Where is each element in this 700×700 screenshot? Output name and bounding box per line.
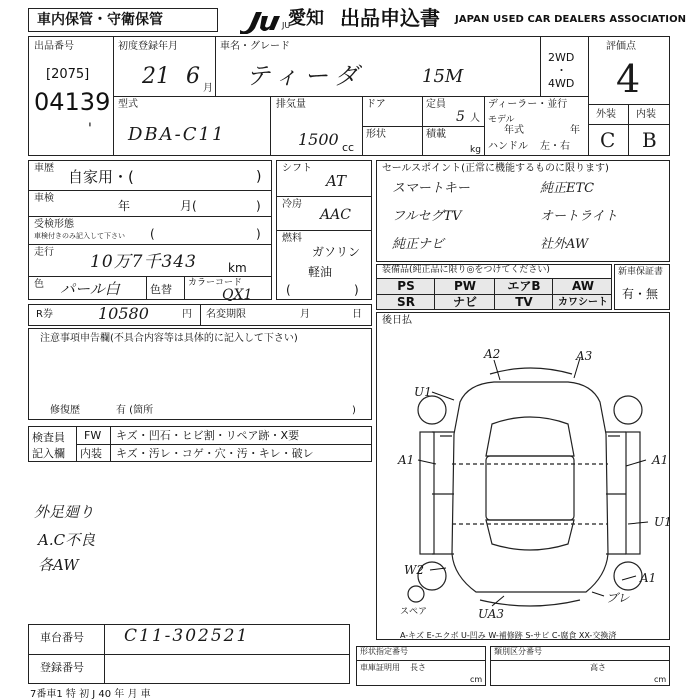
rating-label: 評価点: [606, 41, 636, 52]
rating-score: 4: [616, 57, 641, 101]
inspector-label-2: 記入欄: [32, 447, 65, 460]
mark-w2: W2: [404, 563, 424, 577]
import-year-unit: 年: [570, 125, 580, 136]
shift-label: シフト: [282, 163, 312, 174]
first-reg-suffix: 月: [203, 83, 213, 94]
history-value: 自家用・(: [68, 168, 134, 186]
equip-aw: AW: [572, 279, 594, 293]
handle-label: ハンドル: [488, 141, 528, 152]
form-title: 出品申込書: [340, 6, 440, 30]
sales-point-2: 純正ETC: [540, 181, 595, 196]
equip-airbag: エアB: [507, 279, 541, 293]
first-reg-label: 初度登録年月: [118, 41, 178, 52]
lot-number: 04139: [34, 88, 111, 116]
handwritten-note-3: 各AW: [38, 556, 79, 574]
inspection-year: 年: [118, 199, 131, 213]
color-change-label: 色替: [150, 283, 172, 296]
mileage-value: 10万7千343: [90, 252, 197, 272]
storage-tag-text: 車内保管・守衛保管: [37, 12, 163, 28]
inspection-close: ): [256, 199, 261, 213]
registration-label: 登録番号: [40, 661, 84, 674]
first-reg-month: 6: [186, 64, 200, 89]
mileage-label: 走行: [34, 247, 54, 258]
sales-point-6: 社外AW: [540, 237, 589, 252]
name-change-label: 名変期限: [206, 309, 246, 320]
notes-label: 注意事項申告欄(不具合内容等は具体的に記入して下さい): [40, 333, 298, 344]
ju-logo: [236, 8, 290, 34]
lot-tick: ': [88, 121, 92, 137]
mark-spare: スペア: [400, 607, 428, 617]
org-name: 愛知: [288, 8, 324, 29]
height-unit: cm: [654, 675, 667, 684]
chassis-value: C11-302521: [124, 626, 250, 646]
import-year-label: 年式: [504, 125, 524, 136]
car-name-value: ティーダ: [246, 62, 365, 90]
drive-2wd: 2WD: [548, 51, 575, 64]
handwritten-note-1: 外足廻り: [34, 503, 95, 521]
lot-label: 出品番号: [34, 41, 74, 52]
receive-note: 車検付きのみ記入して下さい: [34, 232, 125, 240]
name-change-month: 月: [300, 309, 310, 320]
repair-value: 有 (箇所: [116, 405, 154, 416]
lot-sub: [2075]: [46, 67, 90, 82]
sales-label: セールスポイント(正常に機能するものに限ります): [382, 163, 609, 174]
import-model-label: モデル: [488, 115, 515, 125]
fw-tag: FW: [84, 429, 102, 442]
displacement-value: 1500: [298, 130, 339, 149]
equip-sr: SR: [397, 295, 415, 309]
equip-tv: TV: [515, 295, 533, 309]
handwritten-note-2: A.C不良: [38, 531, 96, 549]
shape-number-label: 形状指定番号: [360, 647, 408, 656]
aircon-value: AAC: [320, 207, 351, 223]
length-unit: cm: [470, 675, 483, 684]
later-label: 後日払: [382, 315, 412, 326]
door-label: ドア: [366, 99, 386, 110]
drive-dot: ・: [556, 64, 567, 77]
fw-row: キズ・凹石・ヒビ割・リペア跡・X要: [116, 429, 300, 442]
color-code: QX1: [222, 287, 253, 303]
receive-label: 受検形態: [34, 219, 74, 230]
length-label: 長さ: [410, 663, 426, 672]
equip-pw: PW: [453, 279, 477, 293]
storage-tag: [28, 8, 218, 32]
warranty-value: 有・無: [622, 287, 659, 301]
equipment-label: 装備品(純正品に限り◎をつけてください): [382, 265, 550, 275]
association-name: JAPAN USED CAR DEALERS ASSOCIATION: [455, 14, 687, 25]
handle-value: 左・右: [540, 141, 570, 152]
car-damage-diagram: [396, 344, 664, 620]
capacity-unit: 人: [470, 113, 480, 124]
history-label: 車歴: [34, 163, 54, 174]
mark-a1-left: A1: [398, 453, 415, 467]
capacity-label: 定員: [426, 99, 446, 110]
repair-close: ): [352, 405, 356, 416]
class-number-label: 類別区分番号: [494, 647, 542, 656]
import-label: ディーラー・並行: [488, 99, 568, 110]
fuel-open: (: [286, 283, 291, 297]
garage-cert-label: 車庫証明用: [360, 663, 400, 672]
damage-legend: A-キズ E-エクボ U-凹み W-補修跡 S-サビ C-腐食 XX-交換済: [400, 631, 617, 640]
color-value: パール白: [60, 280, 120, 298]
color-label: 色: [34, 279, 44, 290]
recycle-value: 10580: [98, 304, 149, 323]
aircon-label: 冷房: [282, 199, 302, 210]
first-reg-year: 21: [142, 64, 170, 89]
load-label: 積載: [426, 129, 446, 140]
mark-a1-right: A1: [652, 453, 669, 467]
mark-a2: A2: [484, 347, 501, 361]
height-label: 高さ: [590, 663, 606, 672]
sales-point-4: オートライト: [540, 209, 618, 224]
sales-point-5: 純正ナビ: [392, 237, 445, 252]
drive-4wd: 4WD: [548, 77, 575, 90]
recycle-label: R券: [36, 309, 53, 320]
inspection-label: 車検: [34, 193, 54, 204]
equip-seat: カワシート: [558, 297, 608, 308]
chassis-label: 車台番号: [40, 631, 84, 644]
int-tag: 内装: [80, 447, 102, 460]
shape-label: 形状: [366, 129, 386, 140]
model-label: 型式: [118, 99, 138, 110]
mark-a1-rear: A1: [640, 571, 657, 585]
warranty-label: 新車保証書: [618, 267, 664, 277]
mark-bure: ブレ: [606, 591, 630, 605]
car-name-label: 車名・グレード: [220, 41, 290, 52]
logo-mark-text: JU: [282, 21, 290, 30]
name-change-day: 日: [352, 309, 362, 320]
int-row: キズ・汚レ・コゲ・穴・汚・キレ・破レ: [116, 447, 314, 460]
equip-ps: PS: [397, 279, 415, 293]
sales-point-1: スマートキー: [392, 181, 470, 196]
history-close: ): [256, 169, 262, 185]
receive-open: (: [150, 227, 155, 241]
mark-u1-right: U1: [654, 515, 672, 529]
fuel-oil: 軽油: [308, 265, 333, 279]
mark-u1: U1: [414, 385, 432, 399]
inspection-month: 月(: [180, 199, 197, 213]
mark-a3: A3: [576, 349, 593, 363]
rating-int: B: [642, 128, 657, 152]
ju-logo-icon: [236, 8, 290, 34]
displacement-label: 排気量: [276, 99, 306, 110]
rating-ext: C: [600, 128, 616, 152]
rating-ext-label: 外装: [596, 109, 616, 120]
fuel-label: 燃料: [282, 233, 302, 244]
car-grade: 15M: [422, 66, 464, 87]
recycle-unit: 円: [182, 309, 192, 320]
capacity-value: 5: [456, 109, 465, 125]
shift-value: AT: [326, 172, 347, 190]
mark-ua3: UA3: [478, 607, 505, 621]
repair-label: 修復歴: [50, 405, 80, 416]
bottom-strip: 7番車1 特 初 J 40 年 月 車: [30, 689, 151, 700]
color-code-label: カラーコード: [188, 278, 243, 288]
model-value: DBA-C11: [128, 124, 226, 145]
fuel-gas: ガソリン: [312, 245, 361, 259]
inspector-label-1: 検査員: [32, 431, 65, 444]
equip-navi: ナビ: [452, 295, 477, 309]
sales-point-3: フルセグTV: [392, 209, 462, 224]
displacement-unit: cc: [342, 141, 355, 154]
rating-int-label: 内装: [636, 109, 656, 120]
fuel-close: ): [354, 283, 359, 297]
load-unit: kg: [470, 145, 481, 155]
receive-close: ): [256, 227, 261, 241]
mileage-unit: km: [228, 261, 247, 275]
